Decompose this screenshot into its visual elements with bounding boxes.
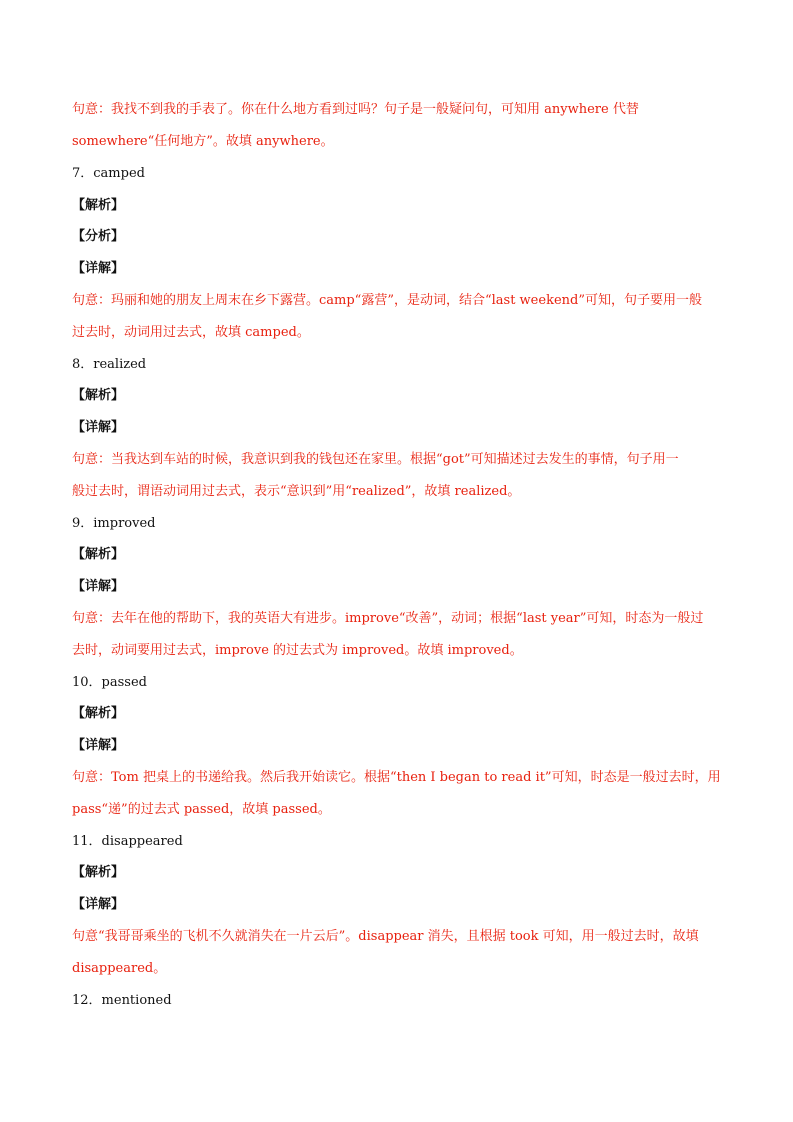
- section-label-xiangjie: 【详解】: [72, 579, 125, 594]
- answer-heading: 9．improved: [72, 516, 156, 531]
- answer-heading: 11．disappeared: [72, 834, 183, 849]
- explanation-line: 去时，动词要用过去式，improve 的过去式为 improved。故填 improved。: [72, 643, 523, 658]
- section-label-jiexi: 【解析】: [72, 198, 125, 213]
- explanation-line: 句意：玛丽和她的朋友上周末在乡下露营。camp“露营”，是动词，结合“last weekend”可知，句子要用一般: [72, 293, 702, 308]
- section-label-jiexi: 【解析】: [72, 706, 125, 721]
- explanation-line: 过去时，动词用过去式，故填 camped。: [72, 325, 310, 340]
- explanation-line: somewhere“任何地方”。故填 anywhere。: [72, 134, 334, 149]
- section-label-xiangjie: 【详解】: [72, 420, 125, 435]
- section-label-jiexi: 【解析】: [72, 865, 125, 880]
- section-label-jiexi: 【解析】: [72, 547, 125, 562]
- explanation-line: 句意：Tom 把桌上的书递给我。然后我开始读它。根据“then I began to read it”可知，时态是一般过去时，用: [72, 770, 721, 785]
- answer-heading: 12．mentioned: [72, 993, 172, 1008]
- section-label-xiangjie: 【详解】: [72, 261, 125, 276]
- explanation-line: disappeared。: [72, 961, 167, 976]
- answer-heading: 8．realized: [72, 357, 147, 372]
- answer-heading: 7．camped: [72, 166, 145, 181]
- answer-heading: 10．passed: [72, 675, 147, 690]
- explanation-line: 般过去时，谓语动词用过去式，表示“意识到”用“realized”，故填 realized。: [72, 484, 521, 499]
- explanation-line: 句意：我找不到我的手表了。你在什么地方看到过吗？句子是一般疑问句，可知用 anywhere 代替: [72, 102, 639, 117]
- explanation-line: 句意：去年在他的帮助下，我的英语大有进步。improve“改善”，动词；根据“last year”可知，时态为一般过: [72, 611, 704, 626]
- explanation-line: 句意：当我达到车站的时候，我意识到我的钱包还在家里。根据“got”可知描述过去发生的事情，句子用一: [72, 452, 679, 467]
- section-label-xiangjie: 【详解】: [72, 897, 125, 912]
- section-label-xiangjie: 【详解】: [72, 738, 125, 753]
- explanation-line: 句意“我哥哥乘坐的飞机不久就消失在一片云后”。disappear 消失，且根据 took 可知，用一般过去时，故填: [72, 929, 699, 944]
- section-label-jiexi: 【解析】: [72, 388, 125, 403]
- explanation-line: pass“递”的过去式 passed，故填 passed。: [72, 802, 331, 817]
- section-label-fenxi: 【分析】: [72, 229, 125, 244]
